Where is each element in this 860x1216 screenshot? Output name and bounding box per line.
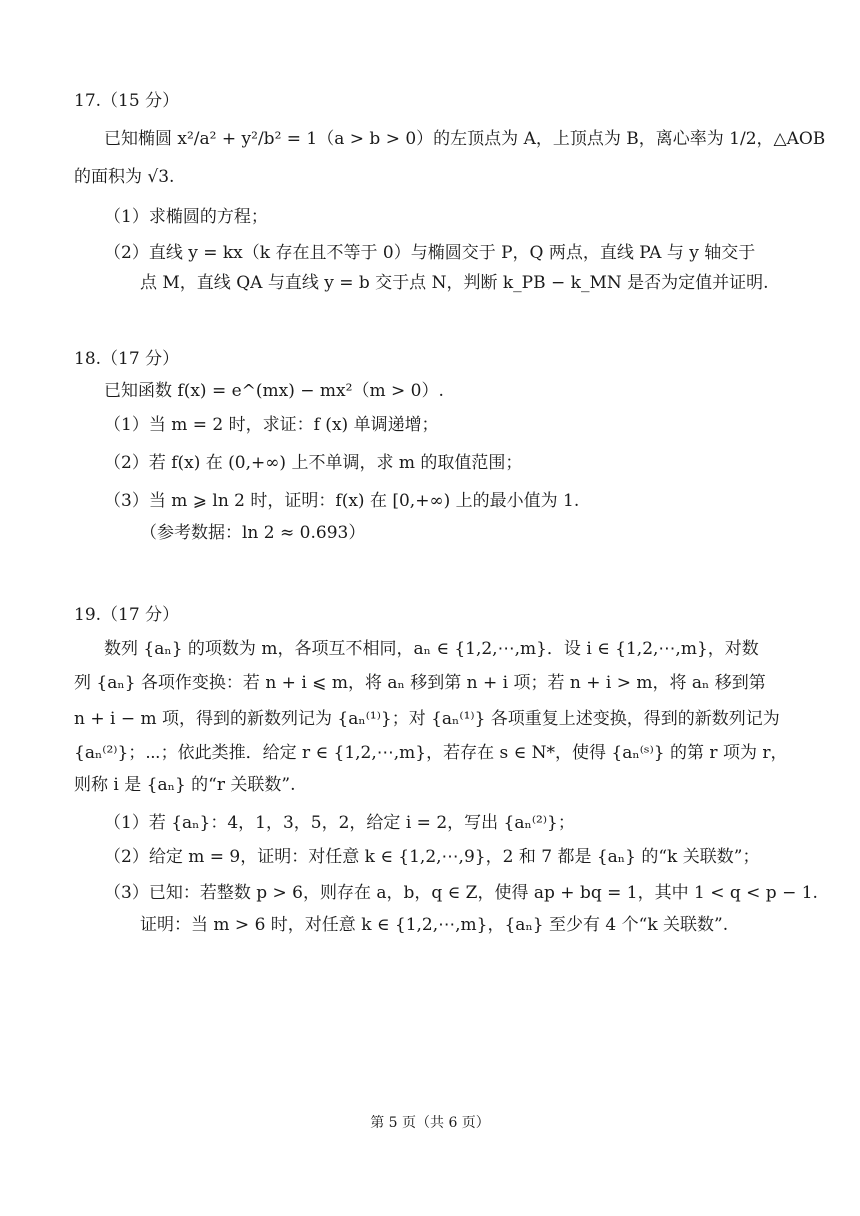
q19-part2: （2）给定 m = 9，证明：对任意 k ∈ {1,2,⋯,9}，2 和 7 都是 {aₙ} 的“k 关联数”；: [104, 847, 760, 867]
q19-stem-line1: 数列 {aₙ} 的项数为 m，各项互不相同，aₙ ∈ {1,2,⋯,m}．设 i ∈ {1,2,⋯,m}，对数: [104, 639, 759, 659]
q19-stem-line2: 列 {aₙ} 各项作变换：若 n + i ⩽ m，将 aₙ 移到第 n + i 项；若 n + i > m，将 aₙ 移到第: [74, 673, 766, 693]
q18-header: 18.（17 分）: [74, 349, 180, 369]
q17-header: 17.（15 分）: [74, 91, 180, 111]
q18-stem: 已知函数 f(x) = e^(mx) − mx²（m > 0）.: [104, 381, 444, 401]
q18-part3: （3）当 m ⩾ ln 2 时，证明：f(x) 在 [0,+∞) 上的最小值为 1.: [104, 491, 580, 511]
page-footer: 第 5 页（共 6 页）: [370, 1115, 490, 1131]
q17-part2-line2: 点 M，直线 QA 与直线 y = b 交于点 N，判断 k_PB − k_MN 是否为定值并证明.: [140, 273, 769, 293]
q17-stem-line1: 已知椭圆 x²/a² + y²/b² = 1（a > b > 0）的左顶点为 A，上顶点为 B，离心率为 1/2，△AOB: [104, 129, 826, 149]
q18-part1: （1）当 m = 2 时，求证：f (x) 单调递增；: [104, 415, 439, 435]
q19-part3-line2: 证明：当 m > 6 时，对任意 k ∈ {1,2,⋯,m}，{aₙ} 至少有 4 个“k 关联数”.: [140, 915, 729, 935]
q19-part3-line1: （3）已知：若整数 p > 6，则存在 a，b，q ∈ Z，使得 ap + bq = 1，其中 1 < q < p − 1.: [104, 883, 818, 903]
q19-stem-line5: 则称 i 是 {aₙ} 的“r 关联数”.: [74, 775, 296, 795]
q19-stem-line3: n + i − m 项，得到的新数列记为 {aₙ⁽¹⁾}；对 {aₙ⁽¹⁾} 各项重复上述变换，得到的新数列记为: [74, 709, 780, 729]
q17-stem-line2: 的面积为 √3.: [74, 167, 175, 187]
q19-stem-line4: {aₙ⁽²⁾}；⋯；依此类推．给定 r ∈ {1,2,⋯,m}，若存在 s ∈ N*，使得 {aₙ⁽ˢ⁾} 的第 r 项为 r，: [74, 743, 788, 763]
q19-header: 19.（17 分）: [74, 605, 180, 625]
q18-reference: （参考数据：ln 2 ≈ 0.693）: [140, 523, 366, 543]
q18-part2: （2）若 f(x) 在 (0,+∞) 上不单调，求 m 的取值范围；: [104, 453, 523, 473]
q17-part1: （1）求椭圆的方程；: [104, 207, 268, 227]
q19-part1: （1）若 {aₙ}：4，1，3，5，2，给定 i = 2，写出 {aₙ⁽²⁾}；: [104, 813, 575, 833]
q17-part2-line1: （2）直线 y = kx（k 存在且不等于 0）与椭圆交于 P，Q 两点，直线 PA 与 y 轴交于: [104, 243, 756, 263]
